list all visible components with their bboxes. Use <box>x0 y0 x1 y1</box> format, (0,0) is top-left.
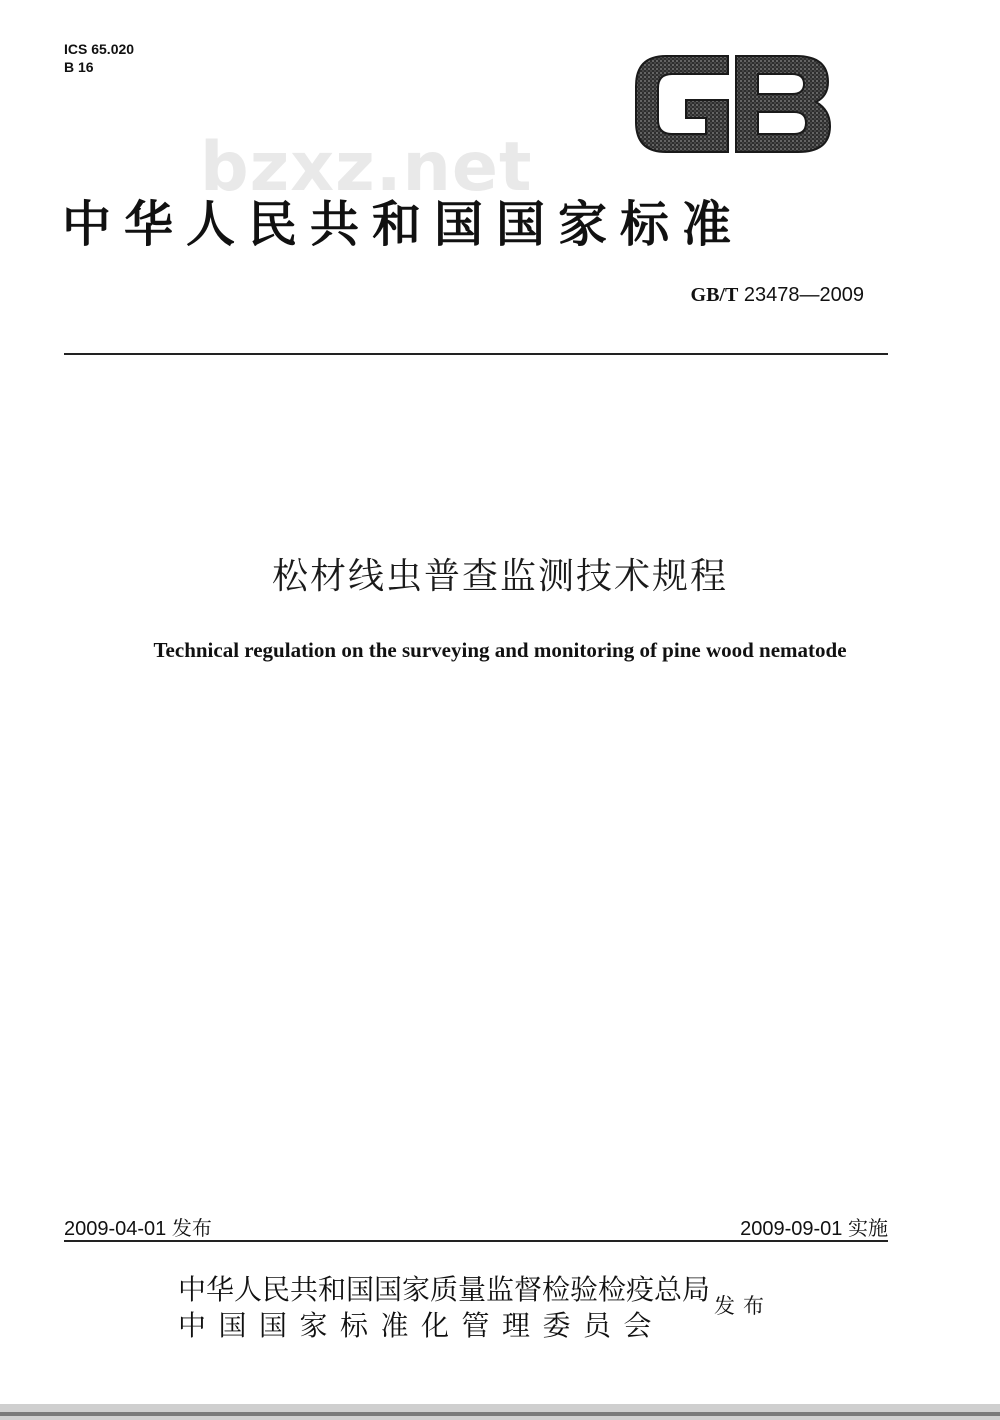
issuer-aqsiq: 中华人民共和国国家质量监督检验检疫总局 <box>178 1273 711 1306</box>
standard-number-value: 23478—2009 <box>743 284 864 306</box>
footer-divider <box>64 1240 888 1242</box>
implement-date-value: 2009-09-01 <box>740 1218 843 1240</box>
ccs-code: B 16 <box>64 59 94 75</box>
implement-date <box>740 1212 888 1241</box>
scan-edge-line <box>0 1412 1000 1416</box>
document-title-english: Technical regulation on the surveying and monitoring of pine wood nematode <box>153 638 847 662</box>
issue-label: 发布 <box>714 1294 772 1318</box>
publish-date <box>64 1212 212 1241</box>
header-divider <box>64 353 888 355</box>
implement-date-label: 实施 <box>848 1216 888 1240</box>
gb-logo <box>632 52 832 156</box>
national-standard-title: 中华人民共和国国家标准 <box>62 196 745 253</box>
standard-number <box>691 284 864 307</box>
classification-codes <box>64 40 134 76</box>
document-title-chinese: 松材线虫普查监测技术规程 <box>271 556 728 597</box>
publish-date-label: 发布 <box>171 1216 212 1240</box>
ics-code: ICS 65.020 <box>64 41 135 57</box>
gb-logo-icon <box>632 52 832 156</box>
issuer-sac: 中国国家标准化管理委员会 <box>178 1309 665 1342</box>
standard-number-prefix: GB/T <box>690 284 739 306</box>
watermark: bzxz.net <box>200 128 533 207</box>
publish-date-value: 2009-04-01 <box>64 1218 167 1240</box>
